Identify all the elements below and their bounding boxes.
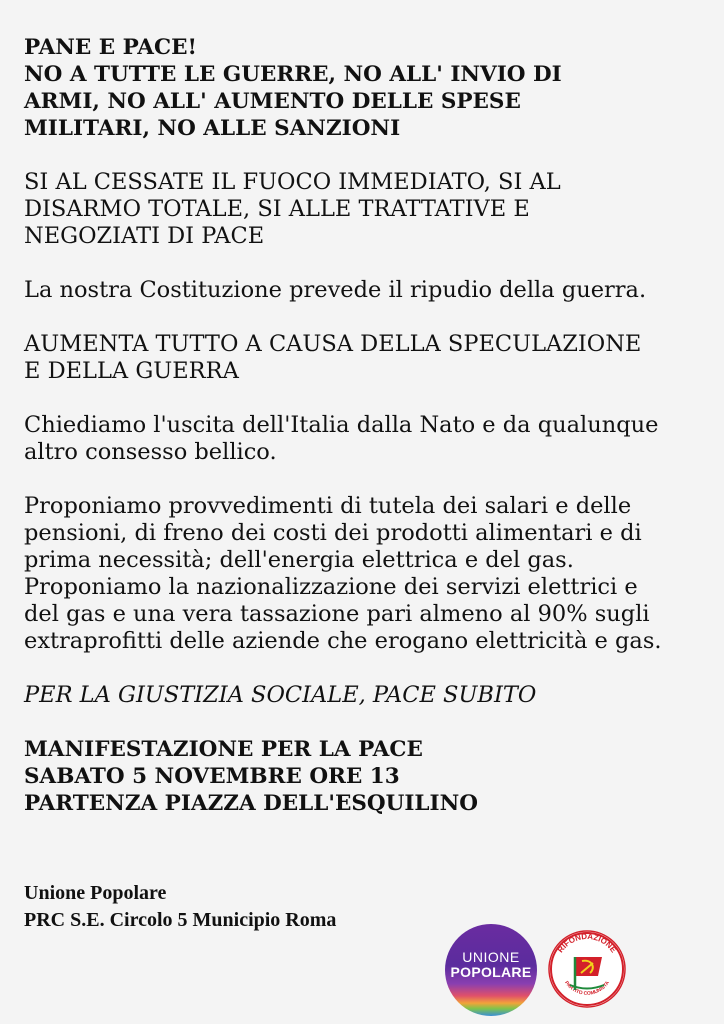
nato-block — [24, 412, 704, 466]
signature-line-1: Unione Popolare — [24, 882, 167, 904]
text-line: extraprofitti delle aziende che erogano elettricità e gas. — [24, 628, 662, 654]
headline-line: MILITARI, NO ALLE SANZIONI — [24, 116, 401, 141]
text-line: Proponiamo la nazionalizzazione dei servizi elettrici e — [24, 574, 638, 600]
ceasefire-block — [24, 169, 704, 250]
text-line: Chiediamo l'uscita dell'Italia dalla Nato e da qualunque — [24, 412, 659, 438]
logo-text-line-2: POPOLARE — [450, 964, 532, 980]
text-line: NEGOZIATI DI PACE — [24, 223, 265, 249]
event-block — [24, 736, 704, 817]
text-line: DISARMO TOTALE, SI ALLE TRATTATIVE E — [24, 196, 530, 222]
text-line: altro consesso bellico. — [24, 439, 277, 465]
slogan-block — [24, 682, 704, 709]
proposals-block — [24, 493, 704, 655]
rifondazione-logo — [548, 930, 626, 1008]
headline-line: NO A TUTTE LE GUERRE, NO ALL' INVIO DI — [24, 62, 562, 87]
text-line: Proponiamo provvedimenti di tutela dei salari e delle — [24, 493, 632, 519]
speculation-block — [24, 331, 704, 385]
logo-text-line-1: UNIONE — [462, 949, 520, 965]
headline-line: ARMI, NO ALL' AUMENTO DELLE SPESE — [24, 89, 521, 114]
event-line: PARTENZA PIAZZA DELL'ESQUILINO — [24, 791, 478, 816]
constitution-block — [24, 277, 704, 304]
text-line: La nostra Costituzione prevede il ripudio della guerra. — [24, 277, 647, 303]
event-line: SABATO 5 NOVEMBRE ORE 13 — [24, 764, 400, 789]
text-line: AUMENTA TUTTO A CAUSA DELLA SPECULAZIONE — [24, 331, 642, 357]
rif-top-text: RIFONDAZIONE — [555, 931, 619, 955]
unione-popolare-logo — [445, 924, 537, 1016]
signature — [24, 880, 336, 934]
text-line: pensioni, di freno dei costi dei prodotti alimentari e di — [24, 520, 642, 546]
headline-block — [24, 34, 704, 142]
flyer-body — [24, 34, 704, 844]
headline-line: PANE E PACE! — [24, 35, 197, 60]
signature-line-2: PRC S.E. Circolo 5 Municipio Roma — [24, 909, 337, 931]
event-line: MANIFESTAZIONE PER LA PACE — [24, 737, 423, 762]
slogan-line: PER LA GIUSTIZIA SOCIALE, PACE SUBITO — [24, 682, 537, 708]
text-line: del gas e una vera tassazione pari almeno al 90% sugli — [24, 601, 650, 627]
text-line: SI AL CESSATE IL FUOCO IMMEDIATO, SI AL — [24, 169, 561, 195]
rif-bottom-text: PARTITO COMUNISTA — [563, 980, 611, 997]
text-line: E DELLA GUERRA — [24, 358, 239, 384]
text-line: prima necessità; dell'energia elettrica e del gas. — [24, 547, 574, 573]
